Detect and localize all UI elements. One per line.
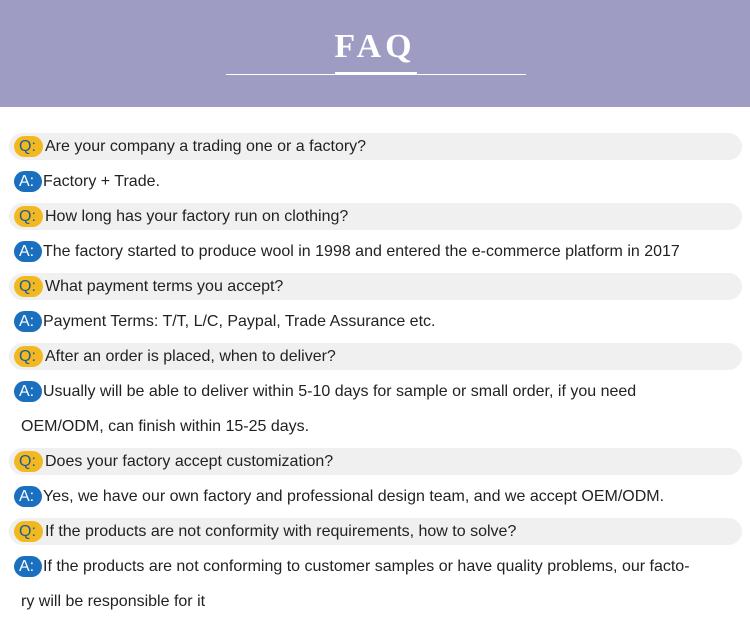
question-text: After an order is placed, when to deliver? <box>45 348 336 365</box>
question-text: What payment terms you accept? <box>45 278 284 295</box>
answer-continuation-text: OEM/ODM, can finish within 15-25 days. <box>21 418 310 435</box>
question-row <box>0 514 750 549</box>
answer-row <box>0 234 750 269</box>
faq-list <box>0 129 750 619</box>
answer-text: Yes, we have our own factory and professional design team, and we accept OEM/ODM. <box>43 488 665 505</box>
faq-title: FAQ <box>334 28 416 65</box>
answer-badge: A: <box>14 241 42 262</box>
answer-row <box>0 374 750 409</box>
answer-text: Usually will be able to deliver within 5-10 days for sample or small order, if you need <box>43 383 637 400</box>
answer-badge: A: <box>14 171 42 192</box>
question-badge: Q: <box>14 276 43 297</box>
answer-badge: A: <box>14 556 42 577</box>
answer-continuation-row <box>0 584 750 619</box>
question-text: Does your factory accept customization? <box>45 453 334 470</box>
answer-badge: A: <box>14 381 42 402</box>
title-underline-accent <box>335 72 417 74</box>
question-row <box>0 199 750 234</box>
title-underline <box>226 74 526 75</box>
answer-text: Payment Terms: T/T, L/C, Paypal, Trade Assurance etc. <box>43 313 436 330</box>
answer-continuation-text: ry will be responsible for it <box>21 593 206 610</box>
question-row <box>0 444 750 479</box>
question-badge: Q: <box>14 451 43 472</box>
answer-text: Factory + Trade. <box>43 173 160 190</box>
question-text: Are your company a trading one or a factory? <box>45 138 367 155</box>
question-row <box>0 269 750 304</box>
answer-badge: A: <box>14 311 42 332</box>
question-text: If the products are not conformity with requirements, how to solve? <box>45 523 517 540</box>
faq-banner <box>0 0 750 107</box>
question-badge: Q: <box>14 521 43 542</box>
question-badge: Q: <box>14 346 43 367</box>
question-row <box>0 129 750 164</box>
answer-continuation-row <box>0 409 750 444</box>
answer-badge: A: <box>14 486 42 507</box>
question-row <box>0 339 750 374</box>
question-text: How long has your factory run on clothing? <box>45 208 349 225</box>
answer-text: The factory started to produce wool in 1998 and entered the e-commerce platform in 2017 <box>43 243 680 260</box>
answer-text: If the products are not conforming to customer samples or have quality problems, our facto- <box>43 558 690 575</box>
answer-row <box>0 479 750 514</box>
answer-row <box>0 549 750 584</box>
answer-row <box>0 304 750 339</box>
question-badge: Q: <box>14 136 43 157</box>
question-badge: Q: <box>14 206 43 227</box>
answer-row <box>0 164 750 199</box>
